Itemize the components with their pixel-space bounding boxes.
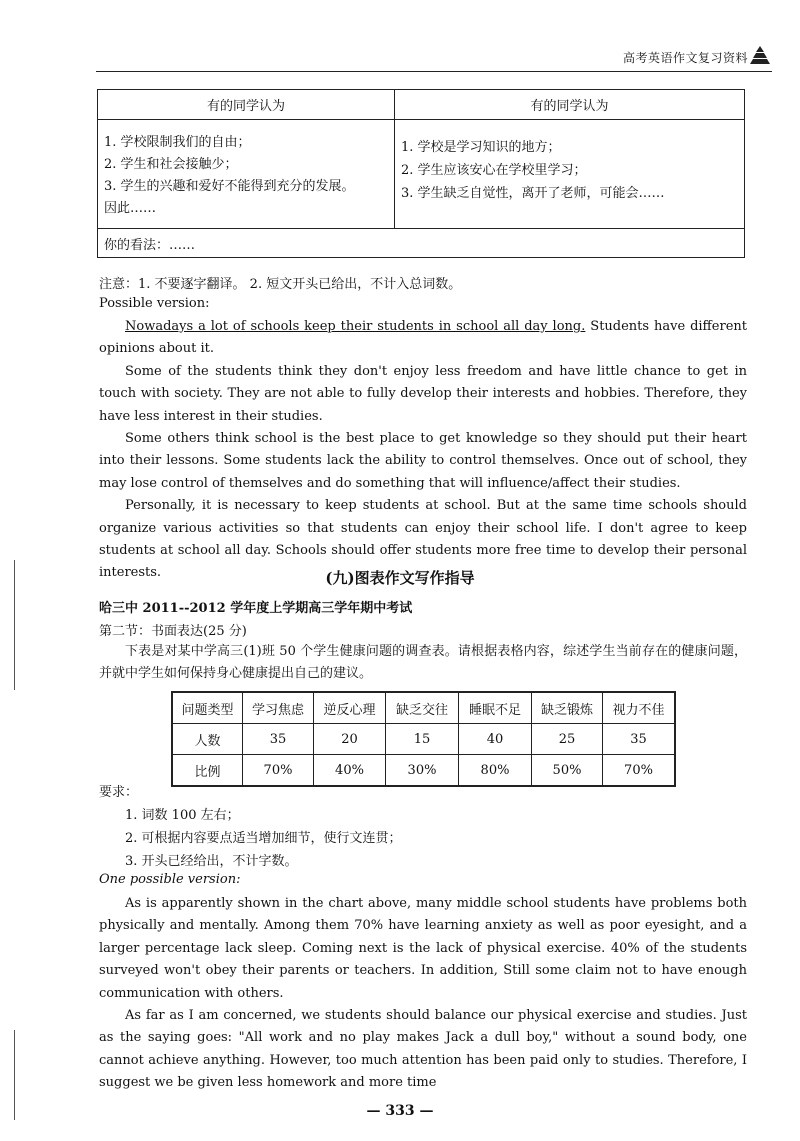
requirement-item: 2. 可根据内容要点适当增加细节，使行文连贯； — [125, 831, 402, 846]
essay-one-paragraph: Some of the students think they don't enjoy less freedom and have little chance to get in touch with society. They are not able to fully develop their interests and hobbies. Therefore, they have less interest in their studies. — [99, 363, 747, 424]
your-view-cell: 你的看法：…… — [98, 229, 745, 258]
one-possible-version-label: One possible version: — [99, 872, 241, 887]
table-cell: 20 — [314, 724, 386, 755]
possible-version-label: Possible version: — [99, 296, 210, 311]
table-header-cell: 缺乏交往 — [386, 692, 459, 724]
table-cell: 80% — [459, 755, 532, 787]
essay-one-paragraph: Some others think school is the best place to get knowledge so they should put their heart into their lessons. Some students lack the ability to control themselves. Once out of school, they may lose control of themselves and do something that will influence/affect their studies. — [99, 431, 747, 491]
table-cell: 15 — [386, 724, 459, 755]
pagoda-ornament-icon — [748, 44, 772, 66]
table-row — [172, 724, 675, 755]
exam-prompt: 下表是对某中学高三(1)班 50 个学生健康问题的调查表。请根据表格内容，综述学生当前存在的健康问题，并就中学生如何保持身心健康提出自己的建议。 — [99, 644, 747, 681]
health-survey-table — [171, 691, 676, 787]
page-number: — 333 — — [366, 1103, 434, 1119]
table-cell: 40% — [314, 755, 386, 787]
opinion-col2-header: 有的同学认为 — [395, 90, 745, 120]
essay-two-paragraph: As is apparently shown in the chart above, many middle school students have problems both physically and mentally. Among them 70% have learning anxiety as well as poor eyesight, and a larger percentage lack sleep. Coming next is the lack of physical exercise. 40% of the students surveyed won't obey their parents or teachers. In addition, Still some claim not to have enough communication with others. — [99, 896, 747, 1001]
table-cell: 25 — [532, 724, 603, 755]
essay-two-paragraph: As far as I am concerned, we students should balance our physical exercise and studies. Just as the saying goes: "All work and no play makes Jack a dull boy," without a sound body, one cannot achieve anything. However, too much attention has been paid only to studies. Therefore, I suggest we be given less homework and more time — [99, 1008, 747, 1091]
opinion-item: 2. 学生应该安心在学校里学习； — [401, 163, 587, 178]
header-rule — [96, 71, 772, 72]
table-header-cell: 逆反心理 — [314, 692, 386, 724]
table-cell: 比例 — [172, 755, 243, 787]
table-cell: 30% — [386, 755, 459, 787]
table-header-cell: 问题类型 — [172, 692, 243, 724]
essay-one-paragraph: Nowadays a lot of schools keep their students in school all day long. Students have different opinions about it. — [99, 319, 747, 357]
requirement-item: 1. 词数 100 左右； — [125, 808, 240, 823]
given-opening-sentence: Nowadays a lot of schools keep their students in school all day long. — [125, 319, 586, 334]
running-header: 高考英语作文复习资料 — [622, 51, 748, 65]
essay-two — [99, 893, 747, 1095]
table-header-cell: 缺乏锻炼 — [532, 692, 603, 724]
opinion-col2-cell — [395, 120, 745, 229]
table-header-cell: 睡眠不足 — [459, 692, 532, 724]
opinion-item: 3. 学生缺乏自觉性，离开了老师，可能会…… — [401, 186, 665, 201]
essay-one — [99, 316, 747, 585]
table-header-row — [172, 692, 675, 724]
table-cell: 50% — [532, 755, 603, 787]
exam-subtitle: 第二节：书面表达(25 分) — [99, 624, 247, 639]
table-cell: 70% — [243, 755, 314, 787]
opinion-col1-header: 有的同学认为 — [98, 90, 395, 120]
table-row — [172, 755, 675, 787]
requirement-item: 3. 开头已经给出，不计字数。 — [125, 854, 298, 869]
opinion-item: 1. 学校限制我们的自由； — [104, 135, 251, 150]
opinion-table — [97, 89, 745, 258]
table-header-cell: 学习焦虑 — [243, 692, 314, 724]
table-cell: 35 — [603, 724, 676, 755]
essay-one-paragraph: Personally, it is necessary to keep students at school. But at the same time schools should organize various activities so that students can enjoy their school life. I don't agree to keep students at school all day. Schools should offer students more free time to develop their personal interests. — [99, 498, 747, 581]
opinion-item: 3. 学生的兴趣和爱好不能得到充分的发展。 — [104, 179, 355, 194]
table-cell: 70% — [603, 755, 676, 787]
notes-line: 注意：1. 不要逐字翻译。 2. 短文开头已给出，不计入总词数。 — [99, 277, 462, 292]
table-cell: 40 — [459, 724, 532, 755]
table-cell: 人数 — [172, 724, 243, 755]
opinion-col1-cell — [98, 120, 395, 229]
section-title: (九)图表作文写作指导 — [325, 569, 475, 587]
opinion-item: 2. 学生和社会接触少； — [104, 157, 238, 172]
opinion-item: 1. 学校是学习知识的地方； — [401, 140, 561, 155]
table-header-cell: 视力不佳 — [603, 692, 676, 724]
opinion-item: 因此…… — [104, 201, 157, 216]
exam-title: 哈三中 2011--2012 学年度上学期高三学年期中考试 — [99, 601, 413, 616]
table-cell: 35 — [243, 724, 314, 755]
requirements-label: 要求： — [99, 785, 139, 800]
